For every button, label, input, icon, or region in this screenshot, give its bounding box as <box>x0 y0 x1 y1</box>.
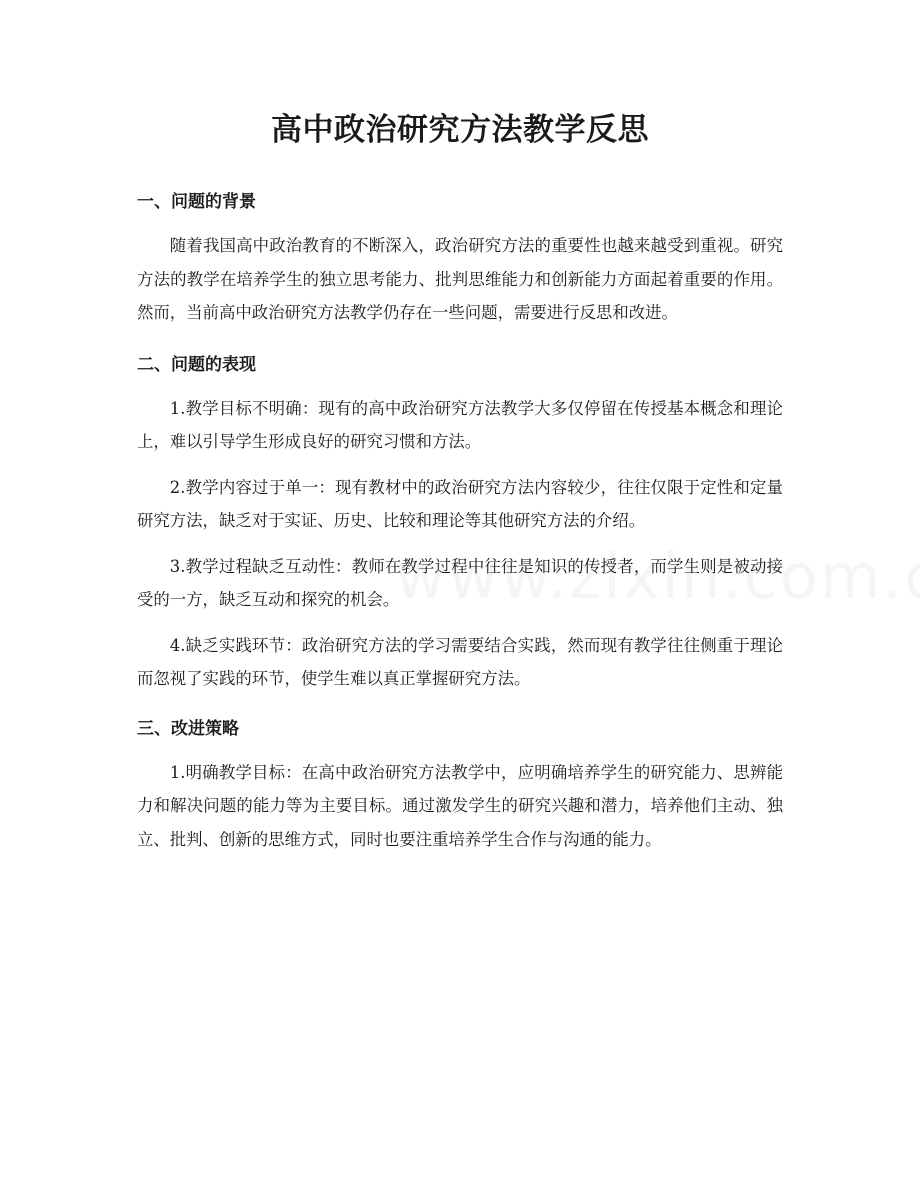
list-item-paragraph: 3.教学过程缺乏互动性：教师在教学过程中往往是知识的传授者，而学生则是被动接受的一方，缺乏互动和探究的机会。 <box>137 556 783 609</box>
section-heading: 三、改进策略 <box>137 718 239 739</box>
list-item-paragraph: 1.教学目标不明确：现有的高中政治研究方法教学大多仅停留在传授基本概念和理论上，难以引导学生形成良好的研究习惯和方法。 <box>137 398 783 451</box>
list-item-paragraph: 4.缺乏实践环节：政治研究方法的学习需要结合实践，然而现有教学往往侧重于理论而忽视了实践的环节，使学生难以真正掌握研究方法。 <box>137 635 783 688</box>
list-item-paragraph: 2.教学内容过于单一：现有教材中的政治研究方法内容较少，往往仅限于定性和定量研究方法，缺乏对于实证、历史、比较和理论等其他研究方法的介绍。 <box>137 477 783 530</box>
paragraph: 随着我国高中政治教育的不断深入，政治研究方法的重要性也越来越受到重视。研究方法的教学在培养学生的独立思考能力、批判思维能力和创新能力方面起着重要的作用。然而，当前高中政治研究方法教学仍存在一些问题，需要进行反思和改进。 <box>137 236 783 322</box>
document-body <box>137 183 783 868</box>
section-background <box>137 183 783 330</box>
section-strategies <box>137 710 783 857</box>
section-problems <box>137 346 783 696</box>
document-title: 高中政治研究方法教学反思 <box>271 112 649 148</box>
section-heading: 一、问题的背景 <box>137 192 256 212</box>
list-item-paragraph: 1.明确教学目标：在高中政治研究方法教学中，应明确培养学生的研究能力、思辨能力和解决问题的能力等为主要目标。通过激发学生的研究兴趣和潜力，培养他们主动、独立、批判、创新的思维方式，同时也要注重培养学生合作与沟通的能力。 <box>137 762 783 849</box>
section-heading: 二、问题的表现 <box>137 354 256 375</box>
